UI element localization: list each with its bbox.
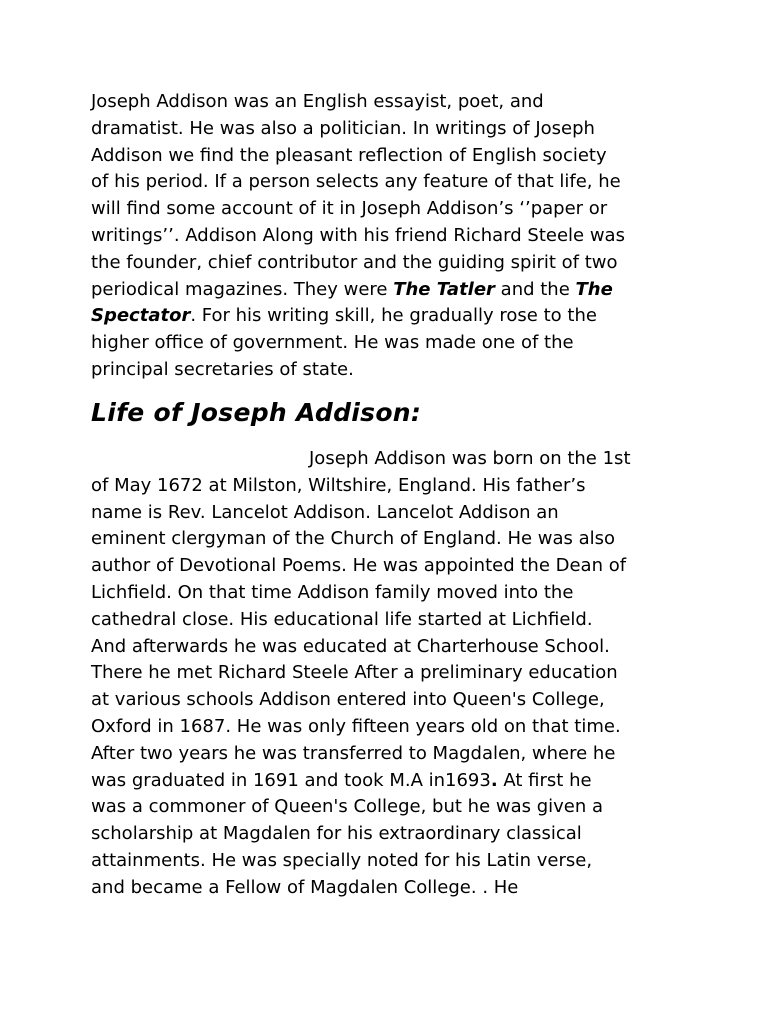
text-line: Addison we find the pleasant reflection of English society <box>91 144 607 166</box>
spectator-title-end: Spectator <box>91 305 191 327</box>
text-line: And afterwards he was educated at Charterhouse School. <box>91 635 610 657</box>
intro-paragraph <box>91 89 691 384</box>
text-line <box>91 446 691 473</box>
text-line: Joseph Addison was an English essayist, poet, and <box>91 91 544 112</box>
text-line: will find some account of it in Joseph Addison’s ‘’paper or <box>91 198 608 220</box>
text-line: Lichfield. On that time Addison family moved into the <box>91 581 574 603</box>
text-line: and became a Fellow of Magdalen College. . He <box>91 876 519 898</box>
text-run: periodical magazines. They were <box>91 278 394 300</box>
text-line: cathedral close. His educational life started at Lichfield. <box>91 608 593 630</box>
spectator-title-start: The <box>575 278 613 300</box>
text-run: Joseph Addison was born on the 1st <box>309 448 631 469</box>
text-line: was a commoner of Queen's College, but he was given a <box>91 796 604 818</box>
text-line: attainments. He was specially noted for his Latin verse, <box>91 849 593 871</box>
text-run: . For his writing skill, he gradually rose to the <box>190 305 597 327</box>
text-run: At first he <box>497 769 592 791</box>
text-line: writings’’. Addison Along with his friend Richard Steele was <box>91 224 625 246</box>
text-line: at various schools Addison entered into Queen's College, <box>91 689 605 711</box>
text-line <box>91 768 691 795</box>
text-line: the founder, chief contributor and the guiding spirit of two <box>91 251 618 273</box>
text-line: dramatist. He was also a politician. In writings of Joseph <box>91 117 595 139</box>
biography-paragraph <box>91 446 691 902</box>
text-line: There he met Richard Steele After a preliminary education <box>91 662 618 684</box>
bold-period: . <box>490 769 498 791</box>
text-line: author of Devotional Poems. He was appointed the Dean of <box>91 555 627 577</box>
text-line: of his period. If a person selects any feature of that life, he <box>91 171 621 193</box>
text-line: After two years he was transferred to Magdalen, where he <box>91 742 616 764</box>
text-line: higher office of government. He was made one of the <box>91 332 574 354</box>
text-line <box>91 303 691 330</box>
text-line: Oxford in 1687. He was only fifteen years old on that time. <box>91 715 621 737</box>
text-line: eminent clergyman of the Church of England. He was also <box>91 528 616 550</box>
text-line: of May 1672 at Milston, Wiltshire, England. His father’s <box>91 474 586 496</box>
tatler-title: The Tatler <box>393 278 495 300</box>
text-line <box>91 277 691 304</box>
section-heading: Life of Joseph Addison: <box>91 398 422 427</box>
text-run: was graduated in 1691 and took M.A in1693 <box>91 769 491 791</box>
text-run: and the <box>494 278 576 300</box>
text-line: principal secretaries of state. <box>91 358 354 380</box>
text-line: scholarship at Magdalen for his extraordinary classical <box>91 823 582 845</box>
text-line: name is Rev. Lancelot Addison. Lancelot Addison an <box>91 501 559 523</box>
